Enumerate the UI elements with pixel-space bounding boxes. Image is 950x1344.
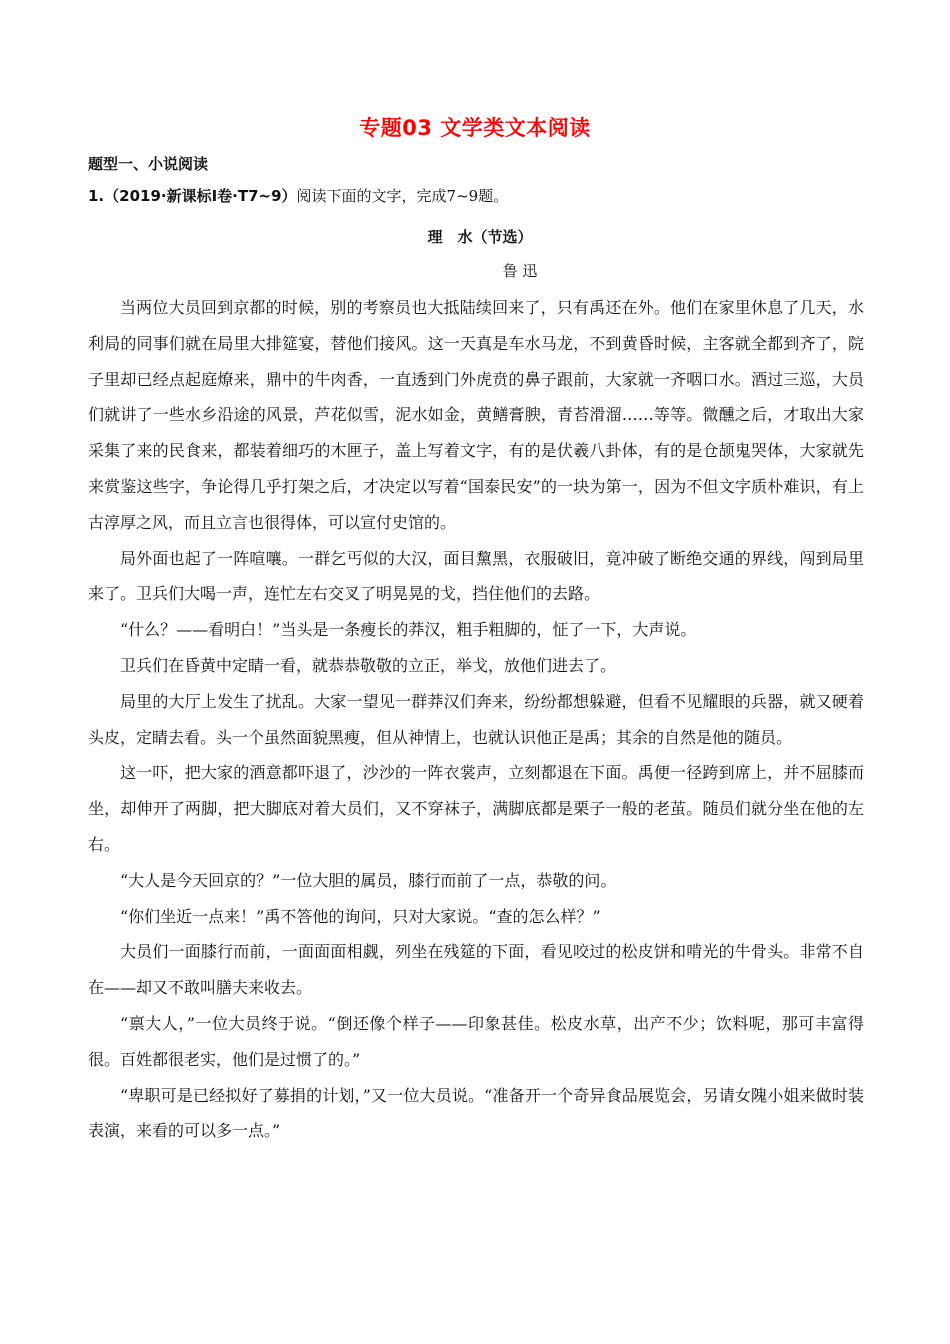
story-title: 理 水（节选） bbox=[427, 228, 533, 246]
paragraph: 这一吓，把大家的酒意都吓退了，沙沙的一阵衣裳声，立刻都退在下面。禹便一径跨到席上，并不屈膝而坐，却伸开了两脚，把大脚底对着大员们，又不穿袜子，满脚底都是栗子一般的老茧。随员们就分坐在他的左右。 bbox=[88, 763, 864, 854]
section-heading: 题型一、小说阅读 bbox=[88, 155, 209, 173]
paragraph: “你们坐近一点来！”禹不答他的询问，只对大家说。“查的怎么样？” bbox=[120, 906, 601, 926]
story-author: 鲁 迅 bbox=[502, 262, 538, 280]
paragraph: 局里的大厅上发生了扰乱。大家一望见一群莽汉们奔来，纷纷都想躲避，但看不见耀眼的兵器，就又硬着头皮，定睛去看。头一个虽然面貌黑瘦，但从神情上，也就认识他正是禹；其余的自然是他的随员。 bbox=[88, 691, 864, 747]
paragraph: “大人是今天回京的？”一位大胆的属员，膝行而前了一点，恭敬的问。 bbox=[120, 870, 617, 890]
question-source: 1.（2019·新课标Ⅰ卷·T7~9） bbox=[88, 187, 297, 205]
paragraph: 当两位大员回到京都的时候，别的考察员也大抵陆续回来了，只有禹还在外。他们在家里休息了几天，水利局的同事们就在局里大排筵宴，替他们接风。这一天真是车水马龙，不到黄昏时候，主客就全都到齐了，院子里却已经点起庭燎来，鼎中的牛肉香，一直透到门外虎贲的鼻子跟前，大家就一齐咽口水。酒过三巡，大员们就讲了一些水乡沿途的风景，芦花似雪，泥水如金，黄鳝膏腴，青苔滑溜……等等。微醺之后，才取出大家采集了来的民食来，都装着细巧的木匣子，盖上写着文字，有的是伏羲八卦体，有的是仓颉鬼哭体，大家就先来赏鉴这些字，争论得几乎打架之后，才决定以写着“国泰民安”的一块为第一，因为不但文字质朴难识，有上古淳厚之风，而且立言也很得体，可以宣付史馆的。 bbox=[88, 298, 864, 532]
page-title: 专题03 文学类文本阅读 bbox=[359, 116, 591, 140]
paragraph: “什么？——看明白！”当头是一条瘦长的莽汉，粗手粗脚的，怔了一下，大声说。 bbox=[120, 620, 697, 640]
paragraph: 大员们一面膝行而前，一面面面相觑，列坐在残筵的下面，看见咬过的松皮饼和啃光的牛骨头。非常不自在——却又不敢叫膳夫来收去。 bbox=[88, 942, 864, 998]
question-instruction: 阅读下面的文字，完成7~9题。 bbox=[296, 187, 509, 205]
paragraph: “禀大人，”一位大员终于说。“倒还像个样子——印象甚佳。松皮水草，出产不少；饮料呢，那可丰富得很。百姓都很老实，他们是过惯了的。” bbox=[88, 1013, 864, 1069]
paragraph: “卑职可是已经拟好了募捐的计划，”又一位大员说。“准备开一个奇异食品展览会，另请女隗小姐来做时装表演，来看的可以多一点。” bbox=[88, 1085, 864, 1141]
paragraph: 局外面也起了一阵喧嚷。一群乞丐似的大汉，面目黧黑，衣服破旧，竟冲破了断绝交通的界线，闯到局里来了。卫兵们大喝一声，连忙左右交叉了明晃晃的戈，挡住他们的去路。 bbox=[88, 548, 864, 604]
question-line bbox=[88, 185, 508, 206]
story-body bbox=[88, 290, 864, 1149]
paragraph: 卫兵们在昏黄中定睛一看，就恭恭敬敬的立正，举戈，放他们进去了。 bbox=[120, 655, 617, 675]
